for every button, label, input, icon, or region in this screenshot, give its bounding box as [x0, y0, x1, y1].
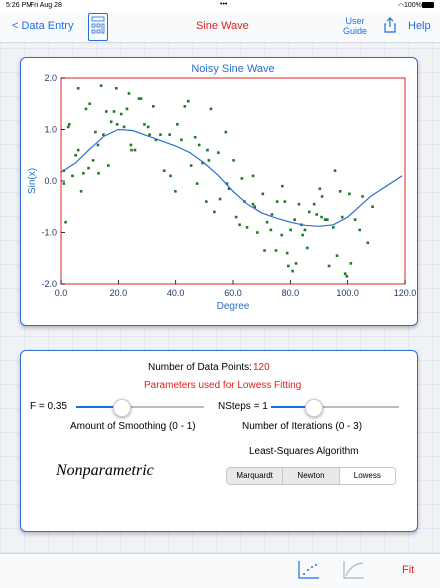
- data-point: [252, 175, 255, 178]
- data-point: [128, 92, 131, 95]
- data-point: [113, 110, 116, 113]
- data-point: [210, 108, 213, 111]
- data-point: [280, 234, 283, 237]
- y-tick-label: -2.0: [41, 279, 57, 289]
- data-point: [246, 226, 249, 229]
- data-point: [77, 87, 80, 90]
- data-point: [176, 123, 179, 126]
- data-point: [120, 113, 123, 116]
- data-point: [85, 108, 88, 111]
- data-point: [217, 151, 220, 154]
- data-point: [348, 193, 351, 196]
- data-point: [206, 149, 209, 152]
- data-point: [159, 133, 162, 136]
- calculator-icon[interactable]: [88, 13, 108, 41]
- chart-title: Noisy Sine Wave: [191, 63, 275, 75]
- nav-bar: [0, 12, 440, 43]
- data-point: [339, 190, 342, 193]
- data-point: [238, 223, 241, 226]
- nonparametric-label: Nonparametric: [56, 462, 154, 479]
- data-point: [184, 105, 187, 108]
- x-axis-label: Degree: [216, 301, 250, 312]
- data-point: [82, 172, 85, 175]
- data-point: [94, 131, 97, 134]
- data-point: [235, 216, 238, 219]
- data-point: [313, 203, 316, 206]
- data-point: [67, 126, 70, 129]
- data-point: [321, 195, 324, 198]
- segment-newton[interactable]: Newton: [283, 468, 339, 484]
- data-point: [219, 198, 222, 201]
- data-point: [291, 270, 294, 273]
- data-point: [115, 87, 118, 90]
- data-point: [232, 159, 235, 162]
- data-point: [275, 249, 278, 252]
- data-point: [252, 203, 255, 206]
- data-point: [116, 123, 119, 126]
- f-label: F = 0.35: [30, 401, 67, 412]
- data-point: [366, 242, 369, 245]
- data-point: [92, 159, 95, 162]
- data-points-label: Number of Data Points:: [148, 362, 252, 373]
- data-point: [174, 190, 177, 193]
- status-date: Fri Aug 28: [30, 2, 62, 9]
- data-point: [286, 252, 289, 255]
- data-point: [304, 229, 307, 232]
- data-point: [301, 234, 304, 237]
- data-point: [241, 177, 244, 180]
- x-tick-label: 40.0: [166, 288, 185, 298]
- data-point: [63, 182, 66, 185]
- data-point: [358, 229, 361, 232]
- back-button[interactable]: < Data Entry: [12, 20, 74, 32]
- x-tick-label: 0.0: [54, 288, 68, 298]
- smoothing-slider-thumb[interactable]: [113, 399, 131, 417]
- data-point: [100, 84, 103, 87]
- data-point: [308, 211, 311, 214]
- y-axis-label: Sin(x): [27, 167, 38, 195]
- data-point: [194, 136, 197, 139]
- data-point: [168, 133, 171, 136]
- data-point: [208, 159, 211, 162]
- data-points-value: 120: [253, 362, 270, 373]
- help-button[interactable]: Help: [408, 20, 431, 32]
- data-point: [110, 120, 113, 123]
- data-point: [213, 211, 216, 214]
- data-point: [344, 272, 347, 275]
- data-point: [289, 229, 292, 232]
- data-point: [107, 164, 110, 167]
- params-heading: Parameters used for Lowess Fitting: [144, 380, 302, 391]
- data-point: [68, 123, 71, 126]
- data-point: [71, 175, 74, 178]
- lowess-fit-curve: [61, 130, 402, 227]
- data-point: [354, 218, 357, 221]
- iterations-slider[interactable]: [271, 406, 399, 408]
- data-point: [77, 149, 80, 152]
- x-tick-label: 120.0: [393, 288, 417, 298]
- status-bar: [0, 0, 440, 12]
- data-point: [88, 102, 91, 105]
- data-point: [332, 226, 335, 229]
- data-point: [152, 105, 155, 108]
- data-point: [256, 231, 259, 234]
- x-tick-label: 60.0: [224, 288, 242, 298]
- data-point: [320, 216, 323, 219]
- data-point: [64, 221, 67, 224]
- data-point: [284, 200, 287, 203]
- controls-panel: [20, 350, 418, 532]
- data-point: [130, 144, 133, 147]
- data-point: [134, 149, 137, 152]
- data-point: [97, 144, 100, 147]
- data-point: [123, 126, 126, 129]
- status-time: 5:26 PM: [6, 2, 33, 9]
- segment-marquardt[interactable]: Marquardt: [227, 468, 283, 484]
- x-tick-label: 80.0: [281, 288, 300, 298]
- data-point: [169, 175, 172, 178]
- chart-panel: [20, 57, 418, 326]
- data-point: [270, 229, 273, 232]
- data-point: [298, 203, 301, 206]
- data-point: [315, 213, 318, 216]
- user-guide-button[interactable]: [343, 16, 367, 36]
- data-point: [163, 169, 166, 172]
- data-point: [148, 133, 151, 136]
- data-point: [126, 108, 129, 111]
- algorithm-label: Least-Squares Algorithm: [249, 446, 359, 457]
- data-point: [140, 97, 143, 100]
- data-point: [346, 275, 349, 278]
- data-point: [180, 139, 183, 142]
- data-point: [190, 164, 193, 167]
- data-point: [130, 149, 133, 152]
- data-point: [334, 169, 337, 172]
- page-title: Sine Wave: [196, 20, 249, 32]
- data-point: [276, 200, 279, 203]
- y-tick-label: -1.0: [41, 227, 57, 238]
- algorithm-segmented-control[interactable]: [226, 467, 396, 485]
- nsteps-label: NSteps = 1: [218, 401, 268, 412]
- data-point: [80, 190, 83, 193]
- data-point: [306, 247, 309, 250]
- data-point: [293, 218, 296, 221]
- plot-frame: [61, 78, 405, 284]
- data-point: [326, 218, 329, 221]
- y-tick-label: 0.0: [44, 176, 57, 186]
- x-tick-label: 100.0: [336, 288, 359, 298]
- data-point: [324, 218, 327, 221]
- smoothing-label: Amount of Smoothing (0 - 1): [70, 421, 196, 432]
- curve-icon[interactable]: [343, 560, 365, 585]
- smoothing-slider[interactable]: [76, 406, 204, 408]
- y-tick-label: 1.0: [44, 124, 57, 135]
- data-point: [371, 205, 374, 208]
- data-point: [143, 123, 146, 126]
- battery-text: 100%: [404, 2, 422, 9]
- data-point: [287, 265, 290, 268]
- user-guide-line2: Guide: [343, 26, 368, 36]
- data-point: [336, 254, 339, 257]
- battery-icon: [422, 2, 434, 8]
- data-point: [187, 100, 190, 103]
- data-point: [87, 167, 90, 170]
- data-point: [147, 126, 150, 129]
- data-point: [266, 221, 269, 224]
- data-point: [198, 144, 201, 147]
- data-point: [262, 193, 265, 196]
- data-point: [105, 110, 108, 113]
- data-point: [196, 182, 199, 185]
- data-point: [295, 262, 298, 265]
- chart: [21, 58, 417, 325]
- y-tick-label: 2.0: [44, 73, 57, 83]
- user-guide-line1: User: [345, 16, 365, 26]
- data-point: [341, 216, 344, 219]
- dots-icon: •••: [220, 1, 228, 8]
- data-point: [97, 172, 100, 175]
- data-point: [281, 185, 284, 188]
- share-icon[interactable]: [384, 17, 396, 36]
- fit-button[interactable]: Fit: [402, 564, 415, 576]
- data-point: [328, 265, 331, 268]
- segment-lowess[interactable]: Lowess: [340, 468, 395, 484]
- data-point: [74, 154, 77, 157]
- x-tick-label: 20.0: [109, 288, 128, 298]
- data-point: [319, 187, 322, 190]
- data-point: [205, 200, 208, 203]
- data-point: [350, 262, 353, 265]
- data-point: [225, 131, 228, 134]
- iterations-label: Number of Iterations (0 - 3): [242, 421, 363, 432]
- data-point: [271, 213, 274, 216]
- scatter-plot-icon[interactable]: [298, 560, 320, 585]
- wifi-icon: ◠: [398, 3, 405, 10]
- bottom-toolbar: [0, 553, 440, 588]
- data-point: [361, 195, 364, 198]
- data-point: [263, 249, 266, 252]
